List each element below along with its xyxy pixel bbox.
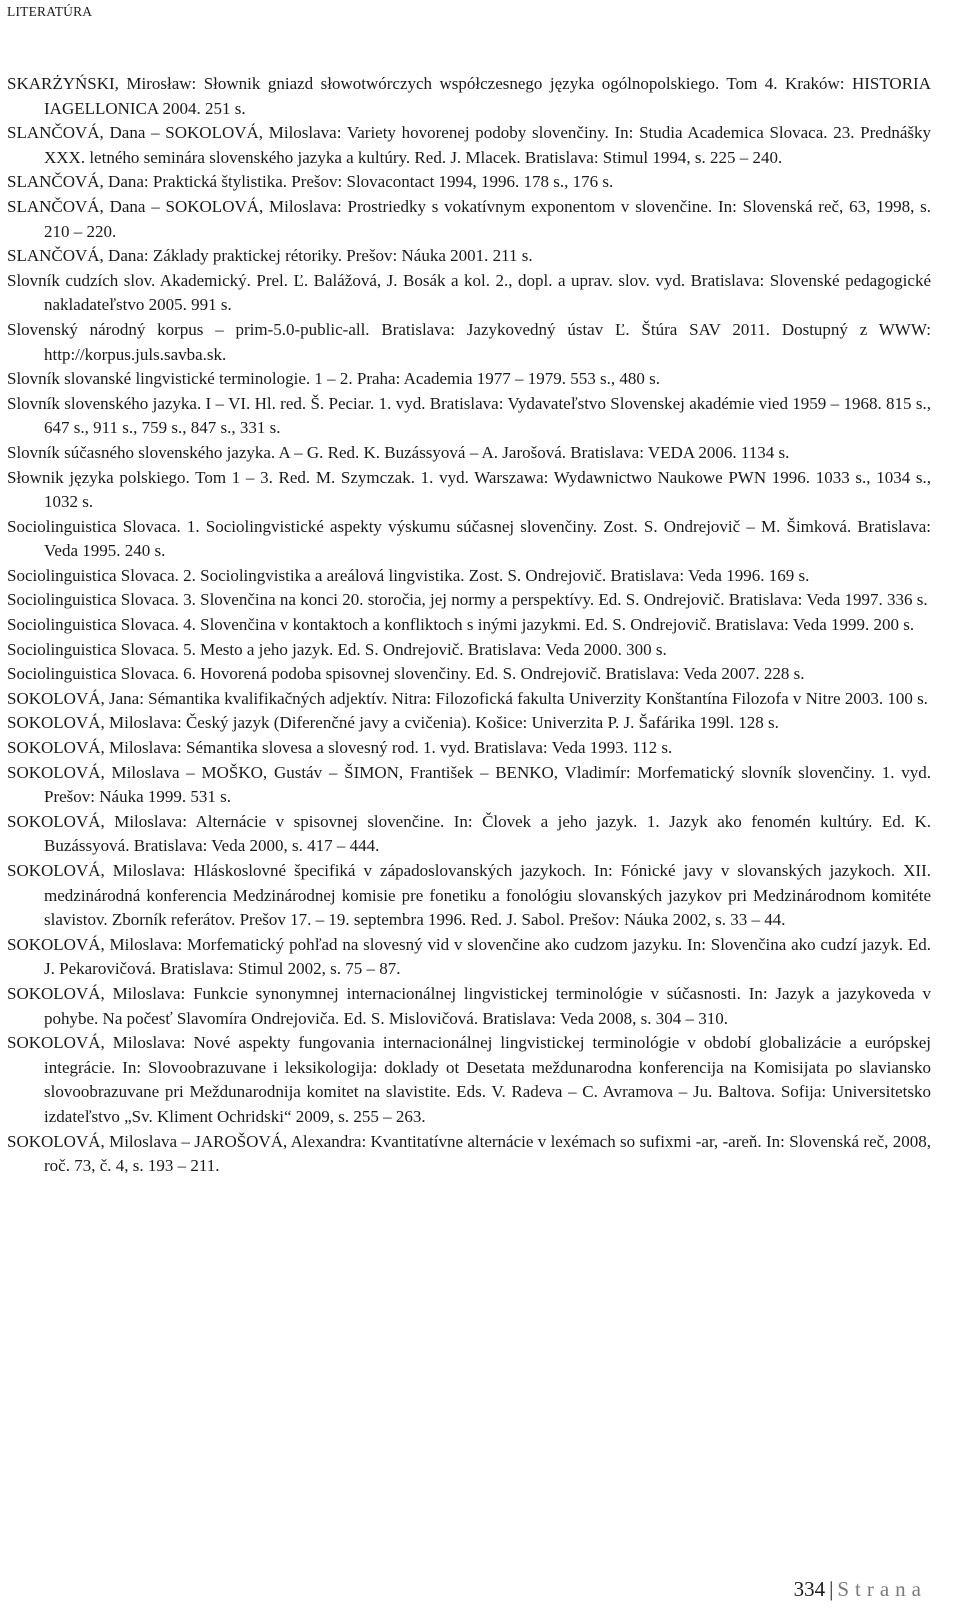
reference-entry: Slovenský národný korpus – prim-5.0-public-all. Bratislava: Jazykovedný ústav Ľ. Štúra SAV 2011. Dostupný z WWW: http://korpus.juls.savba.sk.: [7, 319, 931, 364]
reference-entry: SOKOLOVÁ, Miloslava: Český jazyk (Diferenčné javy a cvičenia). Košice: Univerzita P. J. Šafárika 199l. 128 s.: [7, 713, 779, 733]
reference-entry: Slovník cudzích slov. Akademický. Prel. Ľ. Balážová, J. Bosák a kol. 2., dopl. a uprav. slov. vyd. Bratislava: Slovenské pedagogické nakladateľstvo 2005. 991 s.: [7, 270, 931, 315]
reference-entry: SOKOLOVÁ, Miloslava: Hláskoslovné špecifiká v západoslovanských jazykoch. In: Fónické javy v slovanských jazykoch. XII. medzinárodná konferencia Medzinárodnej komisie pre fonetiku a fonológiu slovanských jazykov pri Medzinárodnom komitéte slavistov. Zborník referátov. Prešov 17. – 19. septembra 1996. Red. J. Sabol. Prešov: Náuka 2002, s. 33 – 44.: [7, 861, 931, 930]
reference-entry: Sociolinguistica Slovaca. 2. Sociolingvistika a areálová lingvistika. Zost. S. Ondrejovič. Bratislava: Veda 1996. 169 s.: [7, 565, 810, 585]
reference-list: [7, 72, 931, 1179]
reference-entry: SOKOLOVÁ, Miloslava: Alternácie v spisovnej slovenčine. In: Človek a jeho jazyk. 1. Jazyk ako fenomén kultúry. Ed. K. Buzássyová. Bratislava: Veda 2000, s. 417 – 444.: [7, 811, 931, 856]
section-header: LITERATÚRA: [7, 4, 93, 19]
reference-entry: Sociolinguistica Slovaca. 4. Slovenčina v kontaktoch a konfliktoch s inými jazykmi. Ed. S. Ondrejovič. Bratislava: Veda 1999. 200 s.: [7, 615, 915, 635]
reference-entry: SKARŻYŃSKI, Mirosław: Słownik gniazd słowotwórczych współczesnego języka ogólnopolskiego. Tom 4. Kraków: HISTORIA IAGELLONICA 2004. 251 s.: [7, 74, 931, 118]
reference-entry: Slovník slovenského jazyka. I – VI. Hl. red. Š. Peciar. 1. vyd. Bratislava: Vydavateľstvo Slovenskej akadémie vied 1959 – 1968. 815 s., 647 s., 911 s., 759 s., 847 s., 331 s.: [7, 393, 931, 438]
reference-entry: SOKOLOVÁ, Miloslava – MOŠKO, Gustáv – ŠIMON, František – BENKO, Vladimír: Morfematický slovník slovenčiny. 1. vyd. Prešov: Náuka 1999. 531 s.: [7, 762, 931, 807]
reference-entry: SOKOLOVÁ, Jana: Sémantika kvalifikačných adjektív. Nitra: Filozofická fakulta Univerzity Konštantína Filozofa v Nitre 2003. 100 s.: [7, 688, 928, 708]
reference-entry: SLANČOVÁ, Dana – SOKOLOVÁ, Miloslava: Prostriedky s vokatívnym exponentom v slovenčine. In: Slovenská reč, 63, 1998, s. 210 – 220.: [7, 196, 931, 241]
reference-entry: SOKOLOVÁ, Miloslava – JAROŠOVÁ, Alexandra: Kvantitatívne alternácie v lexémach so sufixmi -ar, -areň. In: Slovenská reč, 2008, roč. 73, č. 4, s. 193 – 211.: [7, 1131, 931, 1176]
reference-entry: Sociolinguistica Slovaca. 5. Mesto a jeho jazyk. Ed. S. Ondrejovič. Bratislava: Veda 2000. 300 s.: [7, 639, 667, 659]
reference-entry: Slovník súčasného slovenského jazyka. A – G. Red. K. Buzássyová – A. Jarošová. Bratislava: VEDA 2006. 1134 s.: [7, 442, 790, 462]
reference-entry: SLANČOVÁ, Dana – SOKOLOVÁ, Miloslava: Variety hovorenej podoby slovenčiny. In: Studia Academica Slovaca. 23. Prednášky XXX. letného seminára slovenského jazyka a kultúry. Red. J. Mlacek. Bratislava: Stimul 1994, s. 225 – 240.: [7, 123, 931, 167]
page-footer: [794, 1577, 927, 1602]
reference-entry: SOKOLOVÁ, Miloslava: Sémantika slovesa a slovesný rod. 1. vyd. Bratislava: Veda 1993. 112 s.: [7, 738, 673, 758]
reference-entry: Sociolinguistica Slovaca. 3. Slovenčina na konci 20. storočia, jej normy a perspektívy. Ed. S. Ondrejovič. Bratislava: Veda 1997. 336 s.: [7, 590, 928, 610]
reference-entry: SOKOLOVÁ, Miloslava: Funkcie synonymnej internacionálnej lingvistickej terminológie v súčasnosti. In: Jazyk a jazykoveda v pohybe. Na počesť Slavomíra Ondrejoviča. Ed. S. Mislovičová. Bratislava: Veda 2008, s. 304 – 310.: [7, 983, 931, 1028]
reference-entry: Slovník slovanské lingvistické terminologie. 1 – 2. Praha: Academia 1977 – 1979. 553 s., 480 s.: [7, 369, 661, 389]
reference-entry: SLANČOVÁ, Dana: Základy praktickej rétoriky. Prešov: Náuka 2001. 211 s.: [7, 246, 533, 266]
page-word: Strana: [837, 1577, 927, 1601]
reference-entry: SOKOLOVÁ, Miloslava: Nové aspekty fungovania internacionálnej lingvistickej terminológie v období globalizácie a európskej integrácie. In: Slovoobrazuvane i leksikologija: doklady ot Desetata meždunarodna konferencija na Komisijata po slaviansko slovoobrazuvane pri Meždunarodnija komitet na slavistite. Eds. V. Radeva – C. Avramova – Ju. Baltova. Sofija: Universitetsko izdateľstvo „Sv. Kliment Ochridski“ 2009, s. 255 – 263.: [7, 1033, 931, 1126]
reference-entry: SLANČOVÁ, Dana: Praktická štylistika. Prešov: Slovacontact 1994, 1996. 178 s., 176 s.: [7, 172, 614, 192]
reference-entry: Sociolinguistica Slovaca. 6. Hovorená podoba spisovnej slovenčiny. Ed. S. Ondrejovič. Bratislava: Veda 2007. 228 s.: [7, 664, 805, 684]
reference-entry: Słownik języka polskiego. Tom 1 – 3. Red. M. Szymczak. 1. vyd. Warszawa: Wydawnictwo Naukowe PWN 1996. 1033 s., 1034 s., 1032 s.: [7, 467, 931, 512]
footer-separator: |: [829, 1577, 834, 1601]
reference-entry: SOKOLOVÁ, Miloslava: Morfematický pohľad na slovesný vid v slovenčine ako cudzom jazyku. In: Slovenčina ako cudzí jazyk. Ed. J. Pekarovičová. Bratislava: Stimul 2002, s. 75 – 87.: [7, 934, 931, 979]
page-number: 334: [793, 1577, 826, 1601]
reference-entry: Sociolinguistica Slovaca. 1. Sociolingvistické aspekty výskumu súčasnej slovenčiny. Zost. S. Ondrejovič – M. Šimková. Bratislava: Veda 1995. 240 s.: [7, 516, 931, 561]
